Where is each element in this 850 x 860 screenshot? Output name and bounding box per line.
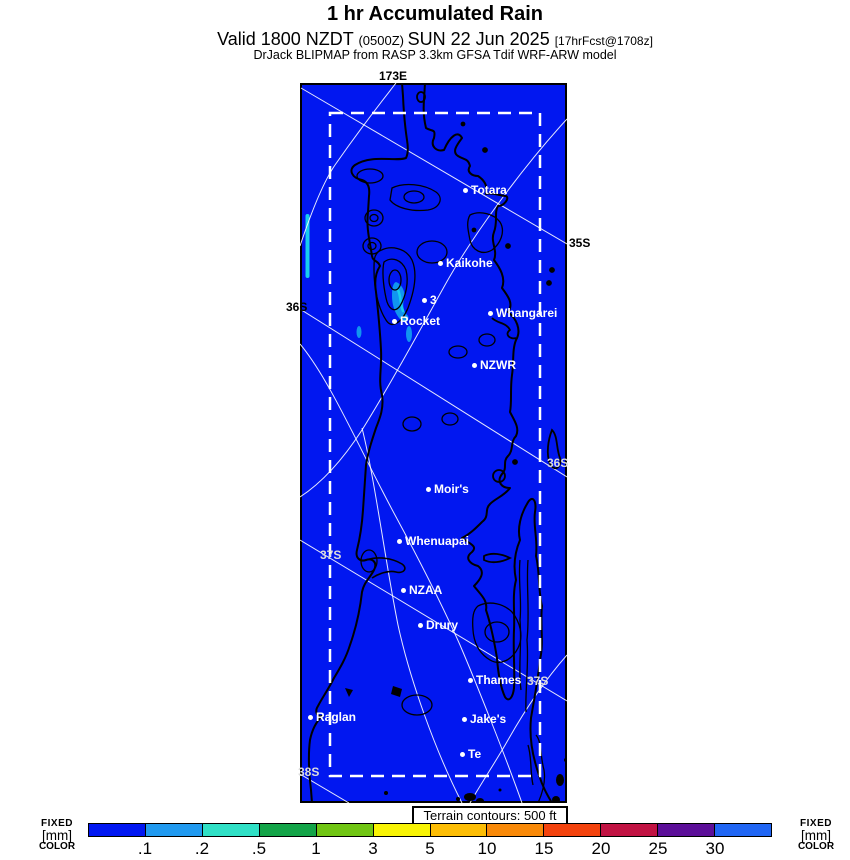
colorbar-segment	[146, 824, 203, 836]
station-label: Totara	[471, 183, 507, 197]
station-label: Kaikohe	[446, 256, 493, 270]
latlon-label: 38S	[298, 765, 320, 779]
fixed-label: FIXED	[41, 818, 73, 829]
valid-time-utc: (0500Z)	[358, 33, 408, 48]
colorbar-tick: .1	[137, 839, 153, 858]
station-label: Raglan	[316, 710, 357, 724]
colorbar-segment	[203, 824, 260, 836]
colorbar-segment	[544, 824, 601, 836]
colorbar-tick: 1	[311, 839, 321, 858]
station-label: Jake's	[470, 712, 507, 726]
mm-label: [mm]	[801, 828, 831, 843]
colorbar-segment	[89, 824, 146, 836]
page-title: 1 hr Accumulated Rain	[327, 3, 543, 25]
colorbar-tick: 15	[534, 839, 554, 858]
colorbar-segment	[260, 824, 317, 836]
latlon-label: 37S	[320, 548, 342, 562]
colorbar-tick: 3	[368, 839, 378, 858]
latlon-label: 36S	[547, 456, 569, 470]
map-area	[300, 83, 567, 803]
colorbar-units-right	[787, 819, 845, 852]
station-label: Te	[468, 747, 482, 761]
valid-time-main: Valid 1800 NZDT	[217, 29, 359, 49]
station-label: Whenuapai	[405, 534, 470, 548]
coastline	[309, 83, 552, 803]
valid-time-line	[20, 29, 850, 50]
colorbar-ticks	[88, 839, 772, 859]
domain-box	[330, 113, 540, 776]
colorbar-tick: 5	[425, 839, 435, 858]
colorbar-segment	[374, 824, 431, 836]
colorbar-segment	[317, 824, 374, 836]
latlon-label: 35S	[569, 236, 591, 250]
colorbar-tick: 20	[591, 839, 611, 858]
forecast-offset: [17hrFcst@1708z]	[554, 34, 653, 48]
station-label: Drury	[426, 618, 459, 632]
station-label: NZAA	[409, 583, 443, 597]
colorbar-segment	[431, 824, 488, 836]
fixed-label: FIXED	[800, 818, 832, 829]
colorbar-tick: 10	[477, 839, 497, 858]
station-label: Moir's	[434, 482, 469, 496]
valid-date: SUN 22 Jun 2025	[407, 29, 555, 49]
latlon-label: 173E	[379, 69, 408, 83]
station-label: Thames	[476, 673, 522, 687]
colorbar	[88, 823, 772, 837]
station-label: 3	[430, 293, 437, 307]
color-label: COLOR	[797, 841, 835, 852]
colorbar-tick: 30	[705, 839, 725, 858]
model-attribution: DrJack BLIPMAP from RASP 3.3km GFSA Tdif WRF-ARW model	[253, 48, 617, 62]
colorbar-units-left	[28, 819, 86, 852]
terrain-contours	[357, 169, 545, 803]
station-label: Whangarei	[496, 306, 558, 320]
terrain-note: Terrain contours: 500 ft	[412, 806, 568, 825]
station-label: NZWR	[480, 358, 516, 372]
colorbar-segment	[658, 824, 715, 836]
latlon-label: 37S	[527, 674, 549, 688]
colorbar-tick: .2	[194, 839, 210, 858]
map-svg	[300, 83, 567, 803]
station-label: Rocket	[400, 314, 441, 328]
colorbar-segment	[715, 824, 771, 836]
latlon-label: 36S	[286, 300, 308, 314]
colorbar-tick: 25	[648, 839, 668, 858]
mm-label: [mm]	[42, 828, 72, 843]
colorbar-segment	[487, 824, 544, 836]
colorbar-tick: .5	[251, 839, 267, 858]
colorbar-segment	[601, 824, 658, 836]
color-label: COLOR	[38, 841, 76, 852]
